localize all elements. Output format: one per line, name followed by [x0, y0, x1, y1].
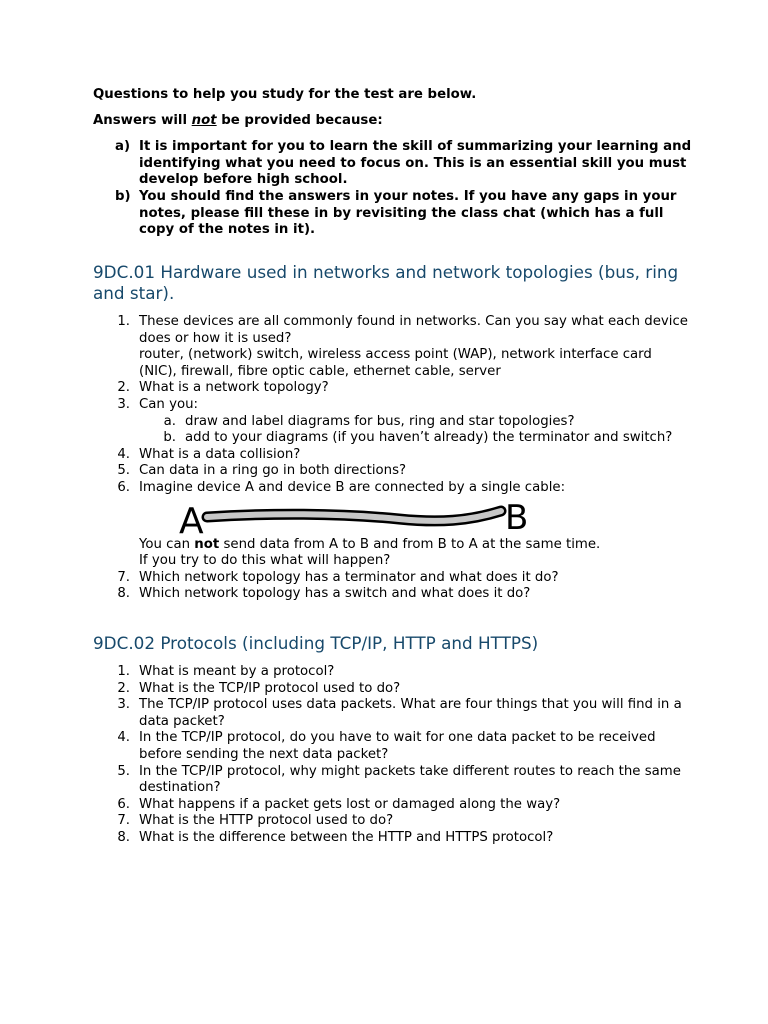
reasons-list	[93, 139, 693, 239]
question-item: 5. In the TCP/IP protocol, why might packets take different routes to reach the same destination?	[117, 763, 681, 796]
question-item: 2. What is a network topology?	[117, 380, 329, 396]
section-heading: 9DC.01 Hardware used in networks and network topologies (bus, ring and star).	[93, 262, 679, 303]
question-list	[93, 664, 693, 847]
q6-followup: You can not send data from A to B and from B to A at the same time.	[139, 536, 601, 552]
section-hardware	[93, 262, 693, 603]
intro-block	[93, 87, 693, 239]
reason-item: a) It is important for you to learn the skill of summarizing your learning and identifying what you need to focus on. This is an essential skill you must develop before high school.	[115, 139, 692, 188]
question-item: 7. What is the HTTP protocol used to do?	[117, 813, 394, 829]
section-heading: 9DC.02 Protocols (including TCP/IP, HTTP and HTTPS)	[93, 633, 539, 653]
reason-item: b) You should find the answers in your notes. If you have any gaps in your notes, please fill these in by revisiting the class chat (which has a full copy of the notes in it).	[115, 188, 677, 238]
cable-drawing	[179, 499, 529, 537]
question-item: 3. Can you: a. draw and label diagrams for bus, ring and star topologies? b. add to your diagrams (if you haven’t already) the terminator and switch?	[93, 397, 693, 447]
question-item: 6. What happens if a packet gets lost or damaged along the way?	[117, 796, 561, 812]
question-list	[93, 314, 693, 603]
question-item: 1. What is meant by a protocol?	[117, 664, 335, 679]
answers-note: Answers will not be provided because:	[93, 112, 383, 128]
question-item: 8. What is the difference between the HTTP and HTTPS protocol?	[117, 829, 554, 845]
intro-line: Questions to help you study for the test are below.	[93, 87, 477, 102]
section-protocols	[93, 633, 693, 847]
question-item: 4. In the TCP/IP protocol, do you have to wait for one data packet to be received before sending the next data packet?	[117, 730, 656, 762]
question-item: 7. Which network topology has a terminator and what does it do?	[117, 569, 559, 585]
question-item: 6. Imagine device A and device B are connected by a single cable: A B You can not send data from A to B and from B to A at the same time. If you try to do this what will happen?	[117, 479, 601, 569]
sub-question-item: b. add to your diagrams (if you haven’t already) the terminator and switch?	[163, 430, 673, 446]
device-list: router, (network) switch, wireless access point (WAP), network interface card (NIC), firewall, fibre optic cable, ethernet cable, server	[139, 347, 652, 379]
sub-question-item: a. draw and label diagrams for bus, ring and star topologies?	[163, 413, 575, 429]
device-b-label: B	[505, 498, 529, 537]
question-item: 1. These devices are all commonly found in networks. Can you say what each device does or how it is used? router, (network) switch, wireless access point (WAP), network interface card (NIC), firewall, fibre optic cable, ethernet cable, server	[117, 314, 688, 379]
device-a-label: A	[179, 500, 204, 537]
question-item: 3. The TCP/IP protocol uses data packets. What are four things that you will find in a data packet?	[117, 697, 682, 729]
emphasis-not: not	[194, 536, 220, 552]
question-item: 4. What is a data collision?	[117, 446, 301, 462]
question-item: 8. Which network topology has a switch and what does it do?	[117, 586, 531, 602]
sub-question-list	[139, 414, 693, 447]
emphasis-not: not	[191, 112, 217, 128]
question-item: 2. What is the TCP/IP protocol used to do?	[117, 680, 401, 696]
question-item: 5. Can data in a ring go in both directions?	[117, 463, 407, 479]
